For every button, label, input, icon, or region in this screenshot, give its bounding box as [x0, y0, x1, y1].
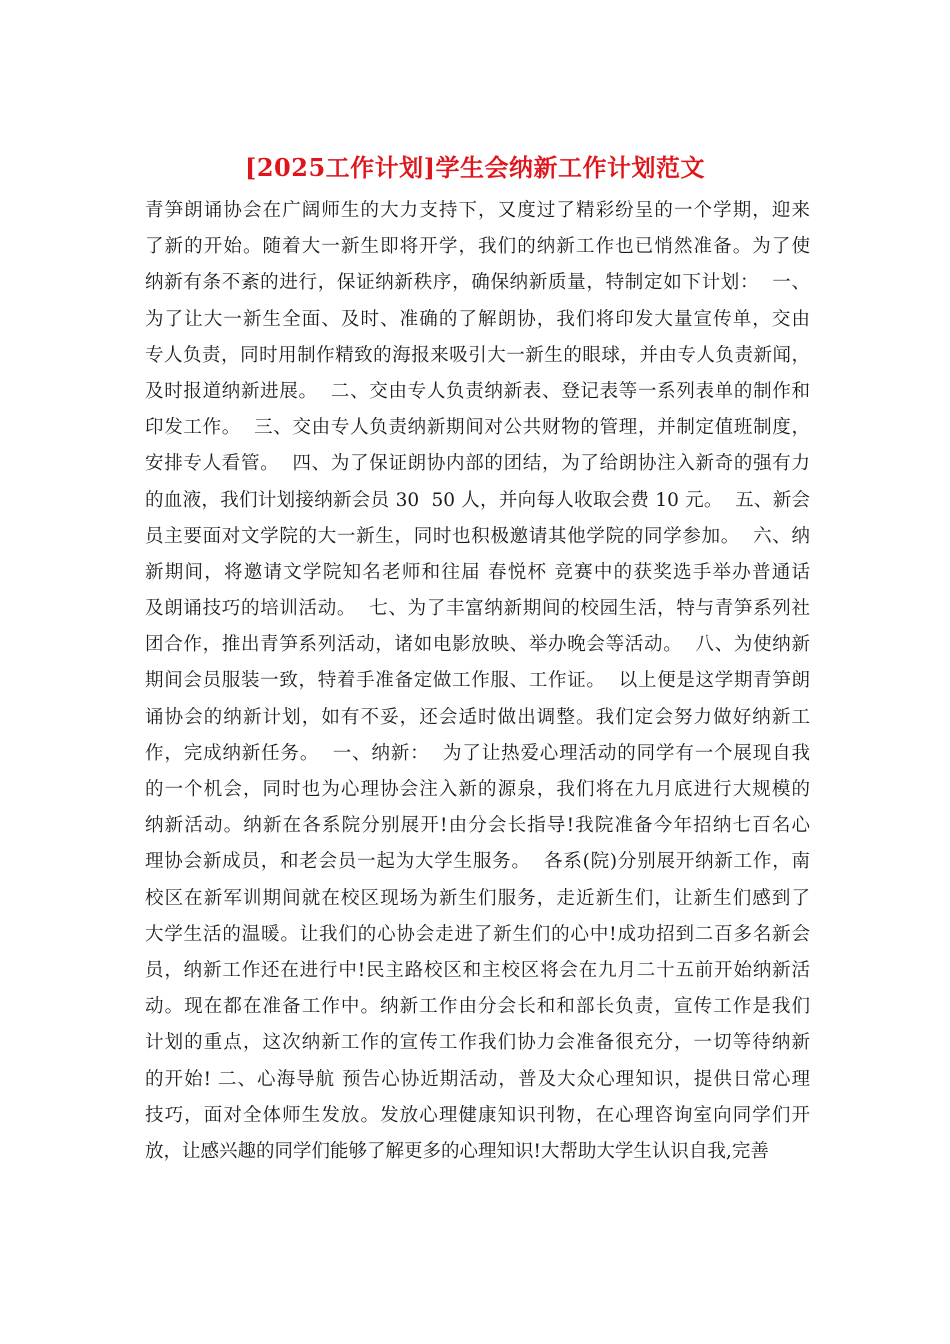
body-line: 及朗诵技巧的培训活动。 七、为了丰富纳新期间的校园生活，特与青笋系列社	[145, 598, 810, 620]
body-line: 印发工作。 三、交由专人负责纳新期间对公共财物的管理，并制定值班制度，	[145, 417, 810, 439]
body-line: 诵协会的纳新计划，如有不妥，还会适时做出调整。我们定会努力做好纳新工	[145, 706, 810, 728]
body-line: 期间会员服装一致，特着手准备定做工作服、工作证。 以上便是这学期青笋朗	[145, 670, 810, 692]
body-line: 作，完成纳新任务。 一、纳新： 为了让热爱心理活动的同学有一个展现自我	[145, 742, 810, 764]
body-line: 纳新活动。纳新在各系院分别展开!由分会长指导!我院准备今年招纳七百名心	[145, 815, 810, 837]
body-line: 计划的重点，这次纳新工作的宣传工作我们协力会准备很充分，一切等待纳新	[145, 1032, 810, 1054]
body-line: 员主要面对文学院的大一新生，同时也积极邀请其他学院的同学参加。 六、纳	[145, 525, 810, 547]
body-line: 为了让大一新生全面、及时、准确的了解朗协，我们将印发大量宣传单，交由	[145, 308, 810, 330]
document-body	[145, 193, 810, 1170]
body-line: 团合作，推出青笋系列活动，诸如电影放映、举办晚会等活动。 八、为使纳新	[145, 634, 810, 656]
body-line: 动。现在都在准备工作中。纳新工作由分会长和和部长负责，宣传工作是我们	[145, 996, 810, 1018]
body-line: 放，让感兴趣的同学们能够了解更多的心理知识!大帮助大学生认识自我,完善	[145, 1140, 769, 1162]
body-line: 新期间，将邀请文学院知名老师和往届 春悦杯 竞赛中的获奖选手举办普通话	[145, 561, 810, 583]
body-line: 员，纳新工作还在进行中!民主路校区和主校区将会在九月二十五前开始纳新活	[145, 959, 810, 981]
body-line: 的一个机会，同时也为心理协会注入新的源泉，我们将在九月底进行大规模的	[145, 779, 810, 800]
body-line: 理协会新成员，和老会员一起为大学生服务。 各系(院)分别展开纳新工作，南	[145, 851, 810, 873]
body-line: 及时报道纳新进展。 二、交由专人负责纳新表、登记表等一系列表单的制作和	[145, 380, 810, 402]
body-line: 技巧，面对全体师生发放。发放心理健康知识刊物，在心理咨询室向同学们开	[145, 1104, 810, 1126]
body-line: 的血液，我们计划接纳新会员 30 50 人，并向每人收取会费 10 元。 五、新会	[145, 489, 810, 511]
body-line: 安排专人看管。 四、为了保证朗协内部的团结，为了给朗协注入新奇的强有力	[145, 453, 810, 475]
body-line: 的开始! 二、心海导航 预告心协近期活动，普及大众心理知识，提供日常心理	[145, 1068, 810, 1090]
body-line: 校区在新军训期间就在校区现场为新生们服务，走近新生们，让新生们感到了	[145, 887, 810, 909]
body-line: 专人负责，同时用制作精致的海报来吸引大一新生的眼球，并由专人负责新闻，	[145, 344, 810, 366]
document-title: [2025工作计划]学生会纳新工作计划范文	[244, 153, 705, 182]
body-line: 大学生活的温暖。让我们的心协会走进了新生们的心中!成功招到二百多名新会	[145, 923, 810, 945]
body-line: 青笋朗诵协会在广阔师生的大力支持下，又度过了精彩纷呈的一个学期，迎来	[145, 200, 810, 221]
body-line: 纳新有条不紊的进行，保证纳新秩序，确保纳新质量，特制定如下计划： 一、	[145, 272, 810, 294]
body-line: 了新的开始。随着大一新生即将开学，我们的纳新工作也已悄然准备。为了使	[145, 236, 810, 258]
